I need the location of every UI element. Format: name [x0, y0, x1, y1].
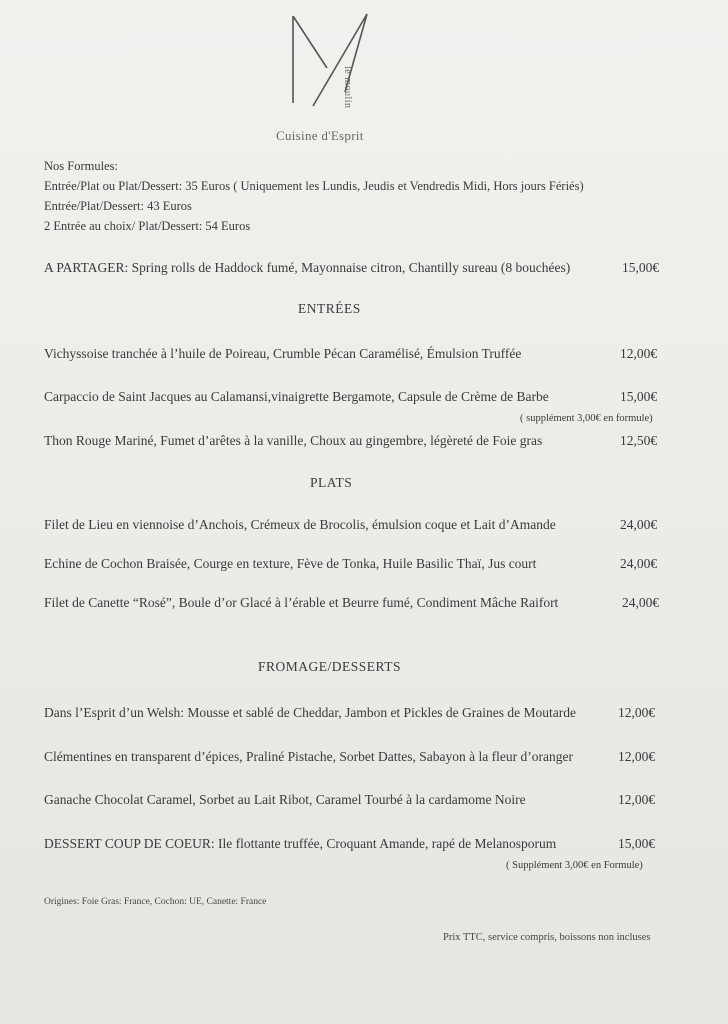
- dessert-price: 15,00€: [618, 836, 656, 851]
- formule-line: 2 Entrée au choix/ Plat/Dessert: 54 Euros: [44, 219, 251, 233]
- section-title-plats: PLATS: [310, 475, 353, 490]
- supplement-note: ( Supplément 3,00€ en Formule): [506, 860, 643, 871]
- entree-price: 12,00€: [620, 346, 658, 361]
- plat-price: 24,00€: [620, 517, 658, 532]
- supplement-note: ( supplément 3,00€ en formule): [520, 413, 653, 424]
- entree-item: Thon Rouge Mariné, Fumet d’arêtes à la vanille, Choux au gingembre, légèreté de Foie gras: [44, 433, 543, 448]
- dessert-price: 12,00€: [618, 705, 656, 720]
- entree-item: Vichyssoise tranchée à l’huile de Poireau, Crumble Pécan Caramélisé, Émulsion Truffée: [44, 346, 522, 361]
- plat-item: Filet de Lieu en viennoise d’Anchois, Crémeux de Brocolis, émulsion coque et Lait d’Amande: [44, 517, 556, 532]
- origines-note: Origines: Foie Gras: France, Cochon: UE, Canette: France: [44, 897, 267, 907]
- prix-note: Prix TTC, service compris, boissons non incluses: [443, 932, 651, 943]
- plat-item: Filet de Canette “Rosé”, Boule d’or Glacé à l’érable et Beurre fumé, Condiment Mâche Raifort: [44, 595, 559, 610]
- partager-price: 15,00€: [622, 260, 660, 275]
- plat-item: Echine de Cochon Braisée, Courge en texture, Fève de Tonka, Huile Basilic Thaï, Jus court: [44, 556, 537, 571]
- formule-line: Entrée/Plat/Dessert: 43 Euros: [44, 199, 192, 213]
- entree-item: Carpaccio de Saint Jacques au Calamansi,vinaigrette Bergamote, Capsule de Crème de Barbe: [44, 389, 549, 404]
- tagline: Cuisine d'Esprit: [276, 128, 364, 143]
- formules-title: Nos Formules:: [44, 159, 118, 173]
- plat-price: 24,00€: [622, 595, 660, 610]
- plat-price: 24,00€: [620, 556, 658, 571]
- logo-wordmark: le moulin: [342, 66, 353, 109]
- dessert-item: Ganache Chocolat Caramel, Sorbet au Lait Ribot, Caramel Tourbé à la cardamome Noire: [44, 792, 526, 807]
- entree-price: 12,50€: [620, 433, 658, 448]
- section-title-desserts: FROMAGE/DESSERTS: [258, 659, 401, 674]
- dessert-price: 12,00€: [618, 749, 656, 764]
- monogram-logo-icon: [285, 8, 375, 118]
- section-title-entrees: ENTRÉES: [298, 301, 361, 316]
- partager-item: A PARTAGER: Spring rolls de Haddock fumé, Mayonnaise citron, Chantilly sureau (8 bouchées): [44, 260, 571, 275]
- dessert-item: DESSERT COUP DE COEUR: Ile flottante truffée, Croquant Amande, rapé de Melanosporum: [44, 836, 557, 851]
- formules-block: [44, 156, 584, 236]
- dessert-price: 12,00€: [618, 792, 656, 807]
- entree-price: 15,00€: [620, 389, 658, 404]
- dessert-item: Clémentines en transparent d’épices, Praliné Pistache, Sorbet Dattes, Sabayon à la fleur d’oranger: [44, 749, 573, 764]
- formule-line: Entrée/Plat ou Plat/Dessert: 35 Euros ( Uniquement les Lundis, Jeudis et Vendredis Midi, Hors jours Fériés): [44, 179, 584, 193]
- dessert-item: Dans l’Esprit d’un Welsh: Mousse et sablé de Cheddar, Jambon et Pickles de Graines de Moutarde: [44, 705, 577, 720]
